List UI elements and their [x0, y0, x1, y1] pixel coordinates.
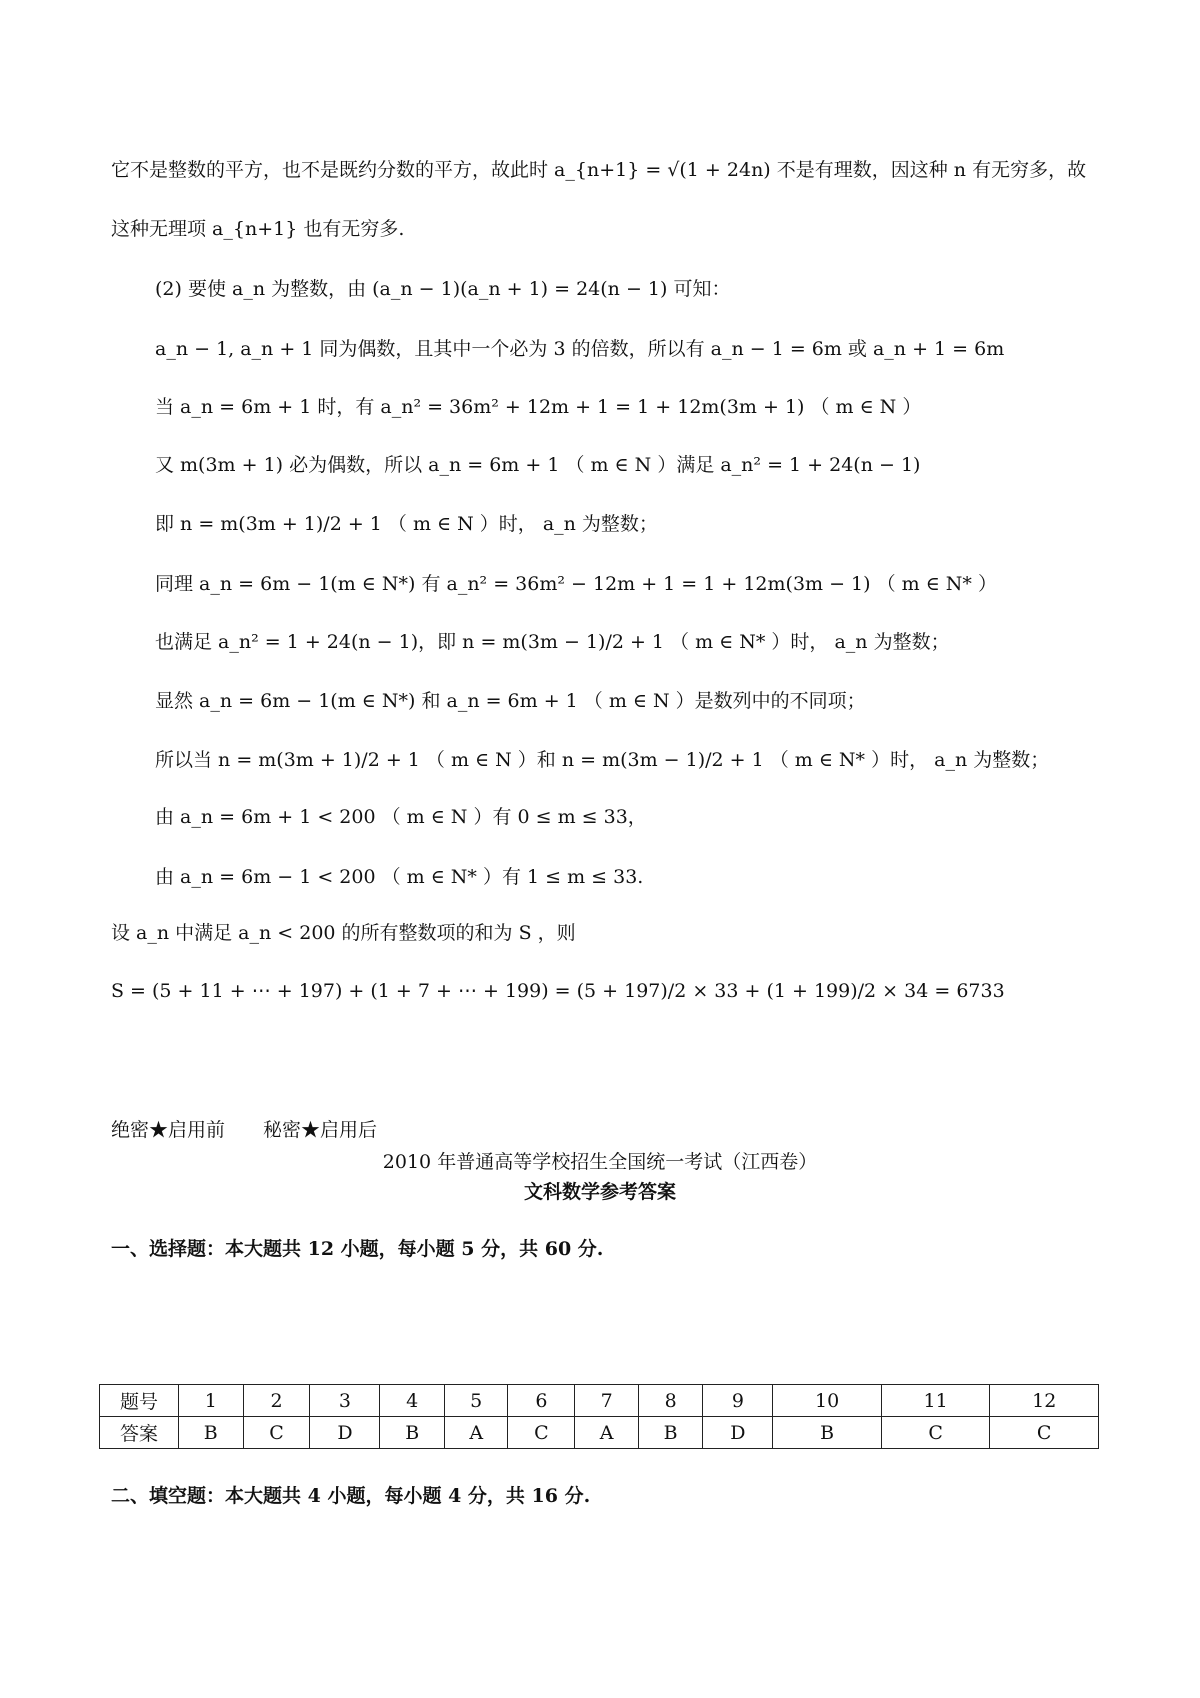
- solution-line-8: 同理 a_n = 6m − 1(m ∈ N*) 有 a_n² = 36m² − 12m + 1 = 1 + 12m(3m − 1) （ m ∈ N* ）: [155, 573, 997, 595]
- table-cell: 6: [508, 1385, 575, 1417]
- solution-line-11: 所以当 n = m(3m + 1)/2 + 1 （ m ∈ N ）和 n = m(3m − 1)/2 + 1 （ m ∈ N* ）时， a_n 为整数；: [155, 749, 1050, 771]
- table-cell: 1: [179, 1385, 244, 1417]
- solution-line-5: 当 a_n = 6m + 1 时，有 a_n² = 36m² + 12m + 1 = 1 + 12m(3m + 1) （ m ∈ N ）: [155, 396, 922, 418]
- section-1-heading: 一、选择题：本大题共 12 小题，每小题 5 分，共 60 分.: [111, 1238, 604, 1260]
- table-cell: 3: [310, 1385, 380, 1417]
- table-cell: 12: [990, 1385, 1099, 1417]
- table-cell: 11: [881, 1385, 990, 1417]
- table-cell: C: [881, 1417, 990, 1449]
- table-cell: 10: [773, 1385, 882, 1417]
- table-cell: A: [444, 1417, 507, 1449]
- table-row-label: 题号: [100, 1385, 179, 1417]
- solution-line-2: 这种无理项 a_{n+1} 也有无穷多.: [111, 218, 405, 240]
- solution-line-15: S = (5 + 11 + ⋯ + 197) + (1 + 7 + ⋯ + 199) = (5 + 197)/2 × 33 + (1 + 199)/2 × 34 = 6733: [111, 980, 1005, 1002]
- solution-line-4: a_n − 1, a_n + 1 同为偶数，且其中一个必为 3 的倍数，所以有 a_n − 1 = 6m 或 a_n + 1 = 6m: [155, 338, 1005, 360]
- solution-line-13: 由 a_n = 6m − 1 < 200 （ m ∈ N* ）有 1 ≤ m ≤ 33.: [155, 866, 644, 888]
- solution-line-14: 设 a_n 中满足 a_n < 200 的所有整数项的和为 S ，则: [111, 922, 576, 944]
- table-row-label: 答案: [100, 1417, 179, 1449]
- solution-line-6: 又 m(3m + 1) 必为偶数，所以 a_n = 6m + 1 （ m ∈ N ）满足 a_n² = 1 + 24(n − 1): [155, 454, 921, 476]
- table-cell: 8: [638, 1385, 703, 1417]
- table-cell: C: [243, 1417, 310, 1449]
- table-cell: B: [773, 1417, 882, 1449]
- section-2-heading: 二、填空题：本大题共 4 小题，每小题 4 分，共 16 分.: [111, 1485, 591, 1507]
- exam-title: 2010 年普通高等学校招生全国统一考试（江西卷）: [382, 1151, 818, 1173]
- table-cell: C: [508, 1417, 575, 1449]
- table-cell: D: [703, 1417, 773, 1449]
- table-cell: 4: [380, 1385, 445, 1417]
- table-cell: A: [575, 1417, 638, 1449]
- table-row-numbers: [100, 1385, 1099, 1417]
- table-cell: 2: [243, 1385, 310, 1417]
- table-row-answers: [100, 1417, 1099, 1449]
- table-cell: B: [638, 1417, 703, 1449]
- table-cell: B: [179, 1417, 244, 1449]
- answer-title: 文科数学参考答案: [523, 1181, 676, 1203]
- solution-line-9: 也满足 a_n² = 1 + 24(n − 1)，即 n = m(3m − 1)/2 + 1 （ m ∈ N* ）时， a_n 为整数；: [155, 631, 950, 653]
- solution-line-1: 它不是整数的平方，也不是既约分数的平方，故此时 a_{n+1} = √(1 + 24n) 不是有理数，因这种 n 有无穷多，故: [111, 159, 1087, 181]
- solution-line-12: 由 a_n = 6m + 1 < 200 （ m ∈ N ）有 0 ≤ m ≤ 33，: [155, 806, 647, 828]
- table-cell: B: [380, 1417, 445, 1449]
- table-cell: D: [310, 1417, 380, 1449]
- table-cell: 5: [444, 1385, 507, 1417]
- answer-table: [99, 1384, 1099, 1449]
- table-cell: 9: [703, 1385, 773, 1417]
- secrecy-label: 绝密★启用前 秘密★启用后: [111, 1119, 378, 1141]
- solution-line-3: (2) 要使 a_n 为整数，由 (a_n − 1)(a_n + 1) = 24(n − 1) 可知：: [155, 278, 731, 300]
- table-cell: 7: [575, 1385, 638, 1417]
- solution-line-7: 即 n = m(3m + 1)/2 + 1 （ m ∈ N ）时， a_n 为整数；: [155, 513, 658, 535]
- solution-line-10: 显然 a_n = 6m − 1(m ∈ N*) 和 a_n = 6m + 1 （ m ∈ N ）是数列中的不同项；: [155, 690, 866, 712]
- table-cell: C: [990, 1417, 1099, 1449]
